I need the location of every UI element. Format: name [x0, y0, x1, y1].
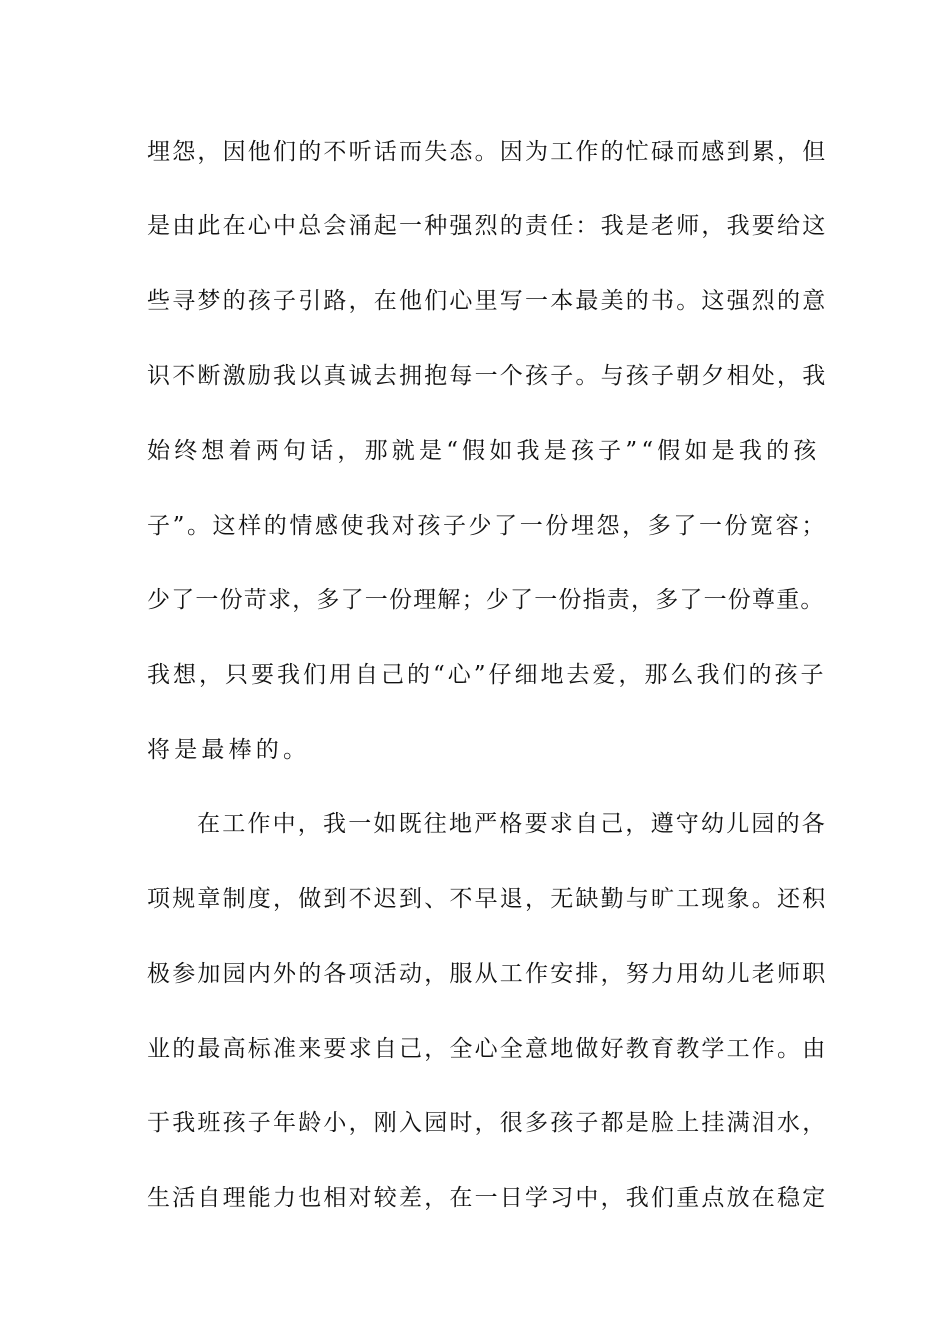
text-line: 识不断激励我以真诚去拥抱每一个孩子。与孩子朝夕相处，我	[147, 363, 828, 389]
text-line: 子”。这样的情感使我对孩子少了一份埋怨，多了一份宽容；	[147, 513, 827, 539]
paragraph-first-line: 在工作中，我一如既往地严格要求自己，遵守幼儿园的各	[197, 811, 827, 837]
text-line: 极参加园内外的各项活动，服从工作安排，努力用幼儿老师职	[147, 961, 828, 987]
text-line: 于我班孩子年龄小，刚入园时，很多孩子都是脸上挂满泪水，	[147, 1110, 828, 1136]
text-line: 始终想着两句话，那就是“假如我是孩子”“假如是我的孩	[147, 438, 821, 464]
text-line: 些寻梦的孩子引路，在他们心里写一本最美的书。这强烈的意	[147, 288, 828, 314]
text-line: 业的最高标准来要求自己，全心全意地做好教育教学工作。由	[147, 1036, 828, 1062]
text-line: 生活自理能力也相对较差，在一日学习中，我们重点放在稳定	[147, 1185, 828, 1211]
text-line: 埋怨，因他们的不听话而失态。因为工作的忙碌而感到累，但	[147, 139, 828, 165]
text-line: 将是最棒的。	[147, 737, 311, 763]
text-line: 是由此在心中总会涌起一种强烈的责任：我是老师，我要给这	[147, 213, 828, 239]
text-line: 少了一份苛求，多了一份理解；少了一份指责，多了一份尊重。	[147, 587, 825, 613]
text-line: 我想，只要我们用自己的“心”仔细地去爱，那么我们的孩子	[147, 662, 827, 688]
text-line: 项规章制度，做到不迟到、不早退，无缺勤与旷工现象。还积	[147, 886, 828, 912]
